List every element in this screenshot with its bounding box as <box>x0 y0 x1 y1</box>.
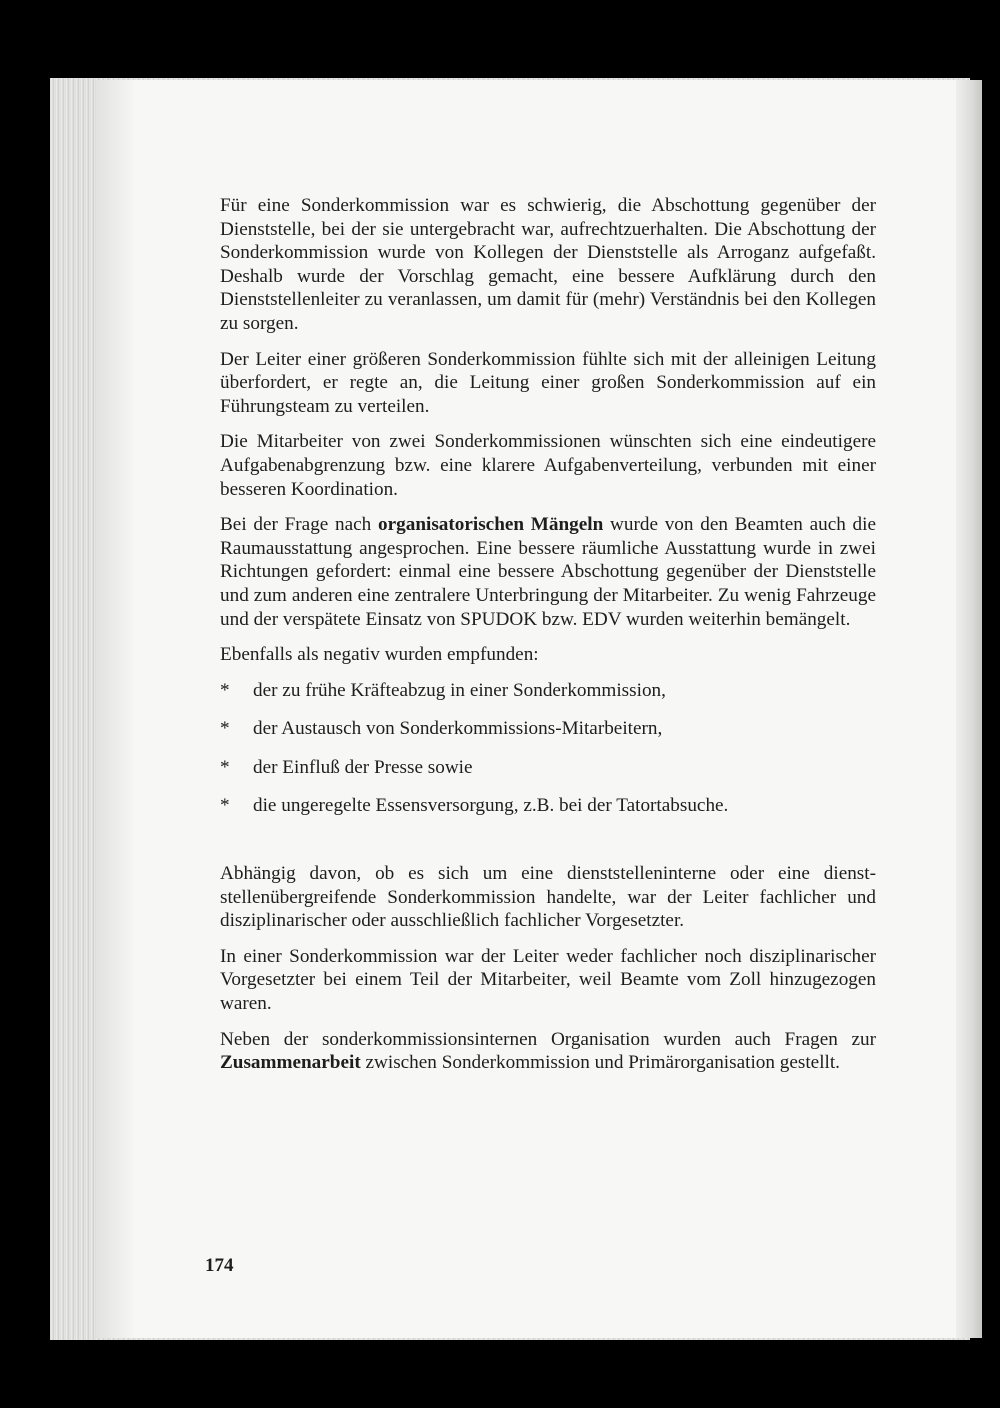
paragraph-1: Für eine Sonderkommission war es schwierig, die Abschottung gegenüber der Dienststelle, bei der sie untergebracht war, aufrechtzuerhalten. Die Abschottung der Sonderkommission wurde von Kollegen der Dienststelle als Arroganz aufgefaßt. Deshalb wurde der Vorschlag gemacht, eine bessere Aufklärung durch den Dienststellenleiter zu veranlassen, um damit für (mehr) Verständnis bei den Kollegen zu sorgen. <box>220 195 876 334</box>
page-right-edge <box>956 80 982 1338</box>
list-item <box>220 794 876 818</box>
paragraph-4-text-end: wurde von den Beamten auch die Raumausstattung angesprochen. Eine bessere räumliche Ausstattung wurde in zwei Richtungen gefordert: einmal eine bessere Abschottung gegenüber der Dienststelle und zum anderen eine zentralere Unterbringung der Mitarbeiter. Zu wenig Fahrzeuge und der verspätete Einsatz von SPUDOK bzw. EDV wurden weiterhin bemängelt. <box>220 514 876 630</box>
page-number: 174 <box>205 1255 234 1276</box>
paragraph-8-emphasis: Zusammenarbeit <box>220 1052 361 1074</box>
bullet-marker: * <box>220 756 230 778</box>
paragraph-4-emphasis: organisatorischen Mängeln <box>378 514 604 536</box>
paragraph-8-text-start: Neben der sonderkommissionsinternen Organisation wurden auch Fragen zur <box>220 1028 876 1050</box>
paragraph-5: Ebenfalls als negativ wurden empfunden: <box>220 644 539 666</box>
bullet-marker: * <box>220 679 230 701</box>
paragraph-6: Abhängig davon, ob es sich um eine dienststelleninterne oder eine dienststellenübergreifende Sonderkommission handelte, war der Leiter fachlicher und disziplinarischer oder ausschließlich fachlicher Vorgesetzter. <box>220 863 876 932</box>
paragraph-8 <box>220 1028 876 1075</box>
paragraph-4 <box>220 513 876 631</box>
body-text <box>220 194 876 1087</box>
paragraph-2: Der Leiter einer größeren Sonderkommission fühlte sich mit der alleinigen Leitung überfordert, er regte an, die Leitung einer großen Sonderkommission auf ein Führungsteam zu verteilen. <box>220 348 876 417</box>
bullet-marker: * <box>220 718 230 740</box>
paragraph-3: Die Mitarbeiter von zwei Sonderkommissionen wünschten sich eine eindeutigere Aufgabenabgrenzung bzw. eine klarere Aufgabenverteilung, verbunden mit einer besseren Koordination. <box>220 431 876 500</box>
list-item-text: die ungeregelte Essensversorgung, z.B. bei der Tatortabsuche. <box>253 795 729 817</box>
list-item-text: der Einfluß der Presse sowie <box>253 756 473 778</box>
paragraph-7: In einer Sonderkommission war der Leiter weder fachlicher noch disziplinarischer Vorgesetzter bei einem Teil der Mitarbeiter, weil Beamte vom Zoll hinzugezogen waren. <box>220 945 876 1015</box>
list-item <box>220 679 876 703</box>
list-item-text: der zu frühe Kräfteabzug in einer Sonderkommission, <box>253 679 666 701</box>
bullet-marker: * <box>220 795 230 817</box>
list-item-text: der Austausch von Sonderkommissions-Mitarbeitern, <box>253 718 663 740</box>
paragraph-8-text-end: zwischen Sonderkommission und Primärorganisation gestellt. <box>360 1052 840 1074</box>
paragraph-4-text-start: Bei der Frage nach <box>220 514 379 536</box>
list-item <box>220 717 876 741</box>
bullet-list <box>220 679 876 818</box>
list-item <box>220 756 876 780</box>
